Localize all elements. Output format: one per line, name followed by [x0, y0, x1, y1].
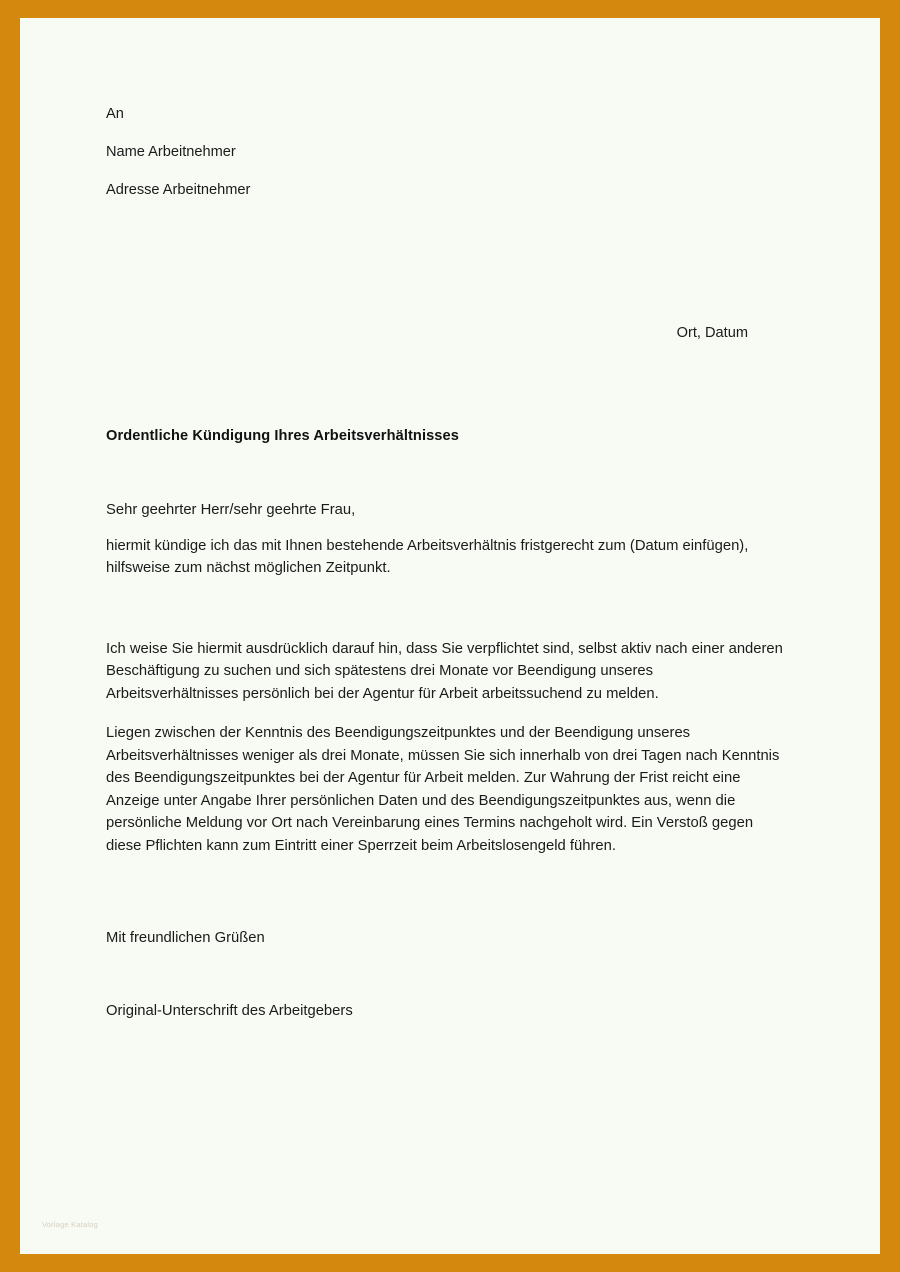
- recipient-name: Name Arbeitnehmer: [106, 144, 236, 160]
- watermark: Vorlage Katalog: [42, 1220, 98, 1229]
- address-block: [106, 106, 786, 198]
- letter-sheet: [20, 18, 880, 1254]
- paragraph-1: hiermit kündige ich das mit Ihnen bestehende Arbeitsverhältnis fristgerecht zum (Datum einfügen), hilfsweise zum nächst möglichen Zeitpunkt.: [106, 538, 749, 577]
- closing-greeting: Mit freundlichen Grüßen: [106, 930, 265, 947]
- paragraph-2: Ich weise Sie hiermit ausdrücklich darauf hin, dass Sie verpflichtet sind, selbst aktiv nach einer anderen Beschäftigung zu suchen und sich spätestens drei Monate vor Beendigung unseres Arbeitsverhältnisses persönlich bei der Agentur für Arbeit arbeitssuchend zu melden.: [106, 640, 783, 702]
- place-date: Ort, Datum: [676, 325, 748, 341]
- paragraph-3: Liegen zwischen der Kenntnis des Beendigungszeitpunktes und der Beendigung unseres Arbeitsverhältnisses weniger als drei Monate, müssen Sie sich innerhalb von drei Tagen nach Kenntnis des Beendigungszeitpunktes bei der Agentur für Arbeit melden. Zur Wahrung der Frist reicht eine Anzeige unter Angabe Ihrer persönlichen Daten und des Beendigungszeitpunktes aus, wenn die persönliche Meldung vor Ort nach Vereinbarung eines Termins nachgeholt wird. Ein Verstoß gegen diese Pflichten kann zum Eintritt einer Sperrzeit beim Arbeitslosengeld führen.: [106, 725, 780, 854]
- subject-line: Ordentliche Kündigung Ihres Arbeitsverhältnisses: [106, 428, 459, 444]
- signature-line: Original-Unterschrift des Arbeitgebers: [106, 1003, 353, 1020]
- letter-body: [106, 106, 786, 1019]
- salutation: Sehr geehrter Herr/sehr geehrte Frau,: [106, 502, 356, 518]
- recipient-label: An: [106, 106, 124, 122]
- recipient-address: Adresse Arbeitnehmer: [106, 182, 251, 198]
